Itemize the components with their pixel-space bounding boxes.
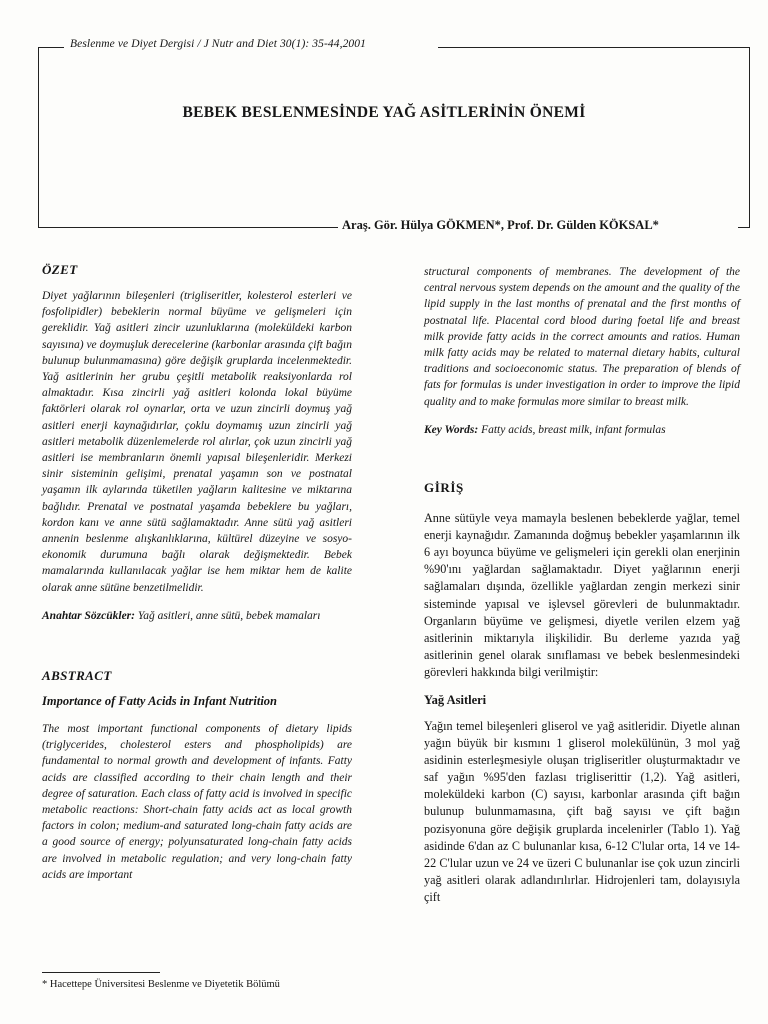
yag-asitleri-heading: Yağ Asitleri — [424, 692, 487, 707]
header-frame-bottom-right — [738, 227, 750, 228]
abstract-text-right: structural components of membranes. The development of the central nervous system depends on the amount and the quality of the lipid supply in the last months of prenatal and the first months of postnatal life. Placental cord blood during foetal life and breast milk provide fatty acids in the correct amounts and ratios. Human milk fatty acids may be related to maternal dietary habits, cultural traditions and socioeconomic status. The preparation of blends of fats for formulas is under investigation in order to improve the lipid quality and to make formulas more similar to breast milk. — [424, 266, 740, 408]
header-frame-bottom — [38, 227, 338, 228]
giris-text: Anne sütüyle veya mamayla beslenen bebeklerde yağlar, temel enerji kaynağıdır. Zamanında doğmuş bebekler yaşamlarının ilk 6 ayı boyunca büyüme ve gelişmeleri için gerekli olan enerjinin %90'ını yağlardan sağlamaktadır. Diyet yağlarının enerji sağlamaları dışında, özellikle yağlardan zengin merkezi sinir sisteminde yapısal ve işlevsel görevleri de bulunmaktadır. Organların büyüme ve gelişmesi, diyetle verilen elzem yağ asitlerinin miktarıyla ilişkilidir. Bu derleme yazıda yağ asitlerinin genel olarak sınıflaması ve bebek beslenmesindeki görevleri hakkında bilgi verilmiştir: — [424, 511, 740, 679]
authors: Araş. Gör. Hülya GÖKMEN*, Prof. Dr. Gülden KÖKSAL* — [342, 218, 659, 232]
footnote-rule — [42, 972, 160, 973]
ozet-keywords-text: Yağ asitleri, anne sütü, bebek mamaları — [137, 609, 321, 622]
ozet-heading: ÖZET — [42, 262, 78, 277]
right-column — [424, 264, 740, 906]
abstract-title: Importance of Fatty Acids in Infant Nutrition — [42, 694, 277, 709]
abstract-keywords-text: Fatty acids, breast milk, infant formulas — [481, 423, 666, 436]
yag-asitleri-text: Yağın temel bileşenleri gliserol ve yağ asitleridir. Diyetle alınan yağın büyük bir kısmını 1 gliserol molekülünün, 3 mol yağ asidinin esterleşmesiyle oluşan trigliseritler oluşturmaktadır ve saf yağın %95'den fazlası trigliserittir (1,2). Yağ asitleri, moleküldeki karbon (C) sayısı, karbonlar arasında çift bağın bulunup bulunmamasına, çift bağ sayısı ve çift bağın pozisyonuna göre değişik gruplarda incelenirler (Tablo 1). Yağ asidinde 6'dan az C bulunanlar kısa, 6-12 C'lular orta, 14 ve 14-22 C'lular uzun ve 24 ve üzeri C bulunanlar ise çok uzun zincirli yağ asitleri olarak adlandırılırlar. Hidrojenleri tam, dolayısıyla çift — [424, 718, 740, 904]
ozet-text: Diyet yağlarının bileşenleri (trigliseritler, kolesterol esterleri ve fosfolipidler) bebeklerin normal büyüme ve gelişmeleri için gereklidir. Yağ asitleri zincir uzunluklarına (moleküldeki karbon sayısına) ve doymuşluk derecelerine (karbonlar arasında çift bağın bulunup bulunmamasına) göre değişik gruplarda incelenmektedir. Yağ asitlerinin her grubu çeşitli metabolik reaksiyonlarda rol almaktadır. Kısa zincirli yağ asitleri kolonda lokal büyüme faktörleri olarak rol oynarlar, orta ve uzun zincirli doymuş yağ asitleri enerji kaynağıdırlar, çoklu doymamış uzun zincirli yağ asitleri metabolik düzenlemelerde rol alırlar, çok uzun zincirli yağ asitleri ise membranların önemli yapısal bileşenleridir. Merkezi sinir sisteminin gelişimi, prenatal yaşamın son ve postnatal yaşamın ilk aylarında tüketilen yağların kalitesine ve miktarına bağlıdır. Prenatal ve postnatal yaşamda bebeklere bu yağları, kordon kanı ve anne sütü sağlamaktadır. Anne sütü yağ asitleri annenin beslenme alışkanlıklarına, kültürel düzeyine ve sosyo-ekonomik durumuna bağlı olarak değişmektedir. Bebek mamalarında kullanılacak yağlar ise hem miktar hem de kalite olarak anne sütüne benzetilmelidir. — [42, 290, 352, 594]
abstract-keywords-label: Key Words: — [424, 423, 479, 436]
left-column — [42, 262, 352, 883]
ozet-keywords — [42, 608, 352, 624]
abstract-keywords — [424, 422, 740, 438]
footnote: * Hacettepe Üniversitesi Beslenme ve Diyetetik Bölümü — [42, 979, 280, 990]
header-frame-left — [38, 47, 39, 227]
abstract-text-left: The most important functional components of dietary lipids (triglycerides, cholesterol esters and phospholipids) are fundamental to normal growth and development of infants. Fatty acids are classified according to their chain length and their degree of saturation. Each class of fatty acid is involved in specific metabolic reactions: Short-chain fatty acids act as local growth factors in colon; medium-and saturated long-chain fatty acids are a good source of energy; polyunsaturated long-chain fatty acids are involved in metabolic regulation; and very long-chain fatty acids are important — [42, 723, 352, 881]
journal-header: Beslenme ve Diyet Dergisi / J Nutr and Diet 30(1): 35-44,2001 — [66, 38, 370, 50]
giris-heading: GİRİŞ — [424, 480, 464, 496]
abstract-heading: ABSTRACT — [42, 668, 112, 684]
article-title: BEBEK BESLENMESİNDE YAĞ ASİTLERİNİN ÖNEMİ — [182, 104, 586, 121]
ozet-keywords-label: Anahtar Sözcükler: — [42, 609, 135, 622]
header-frame-right — [749, 47, 750, 227]
